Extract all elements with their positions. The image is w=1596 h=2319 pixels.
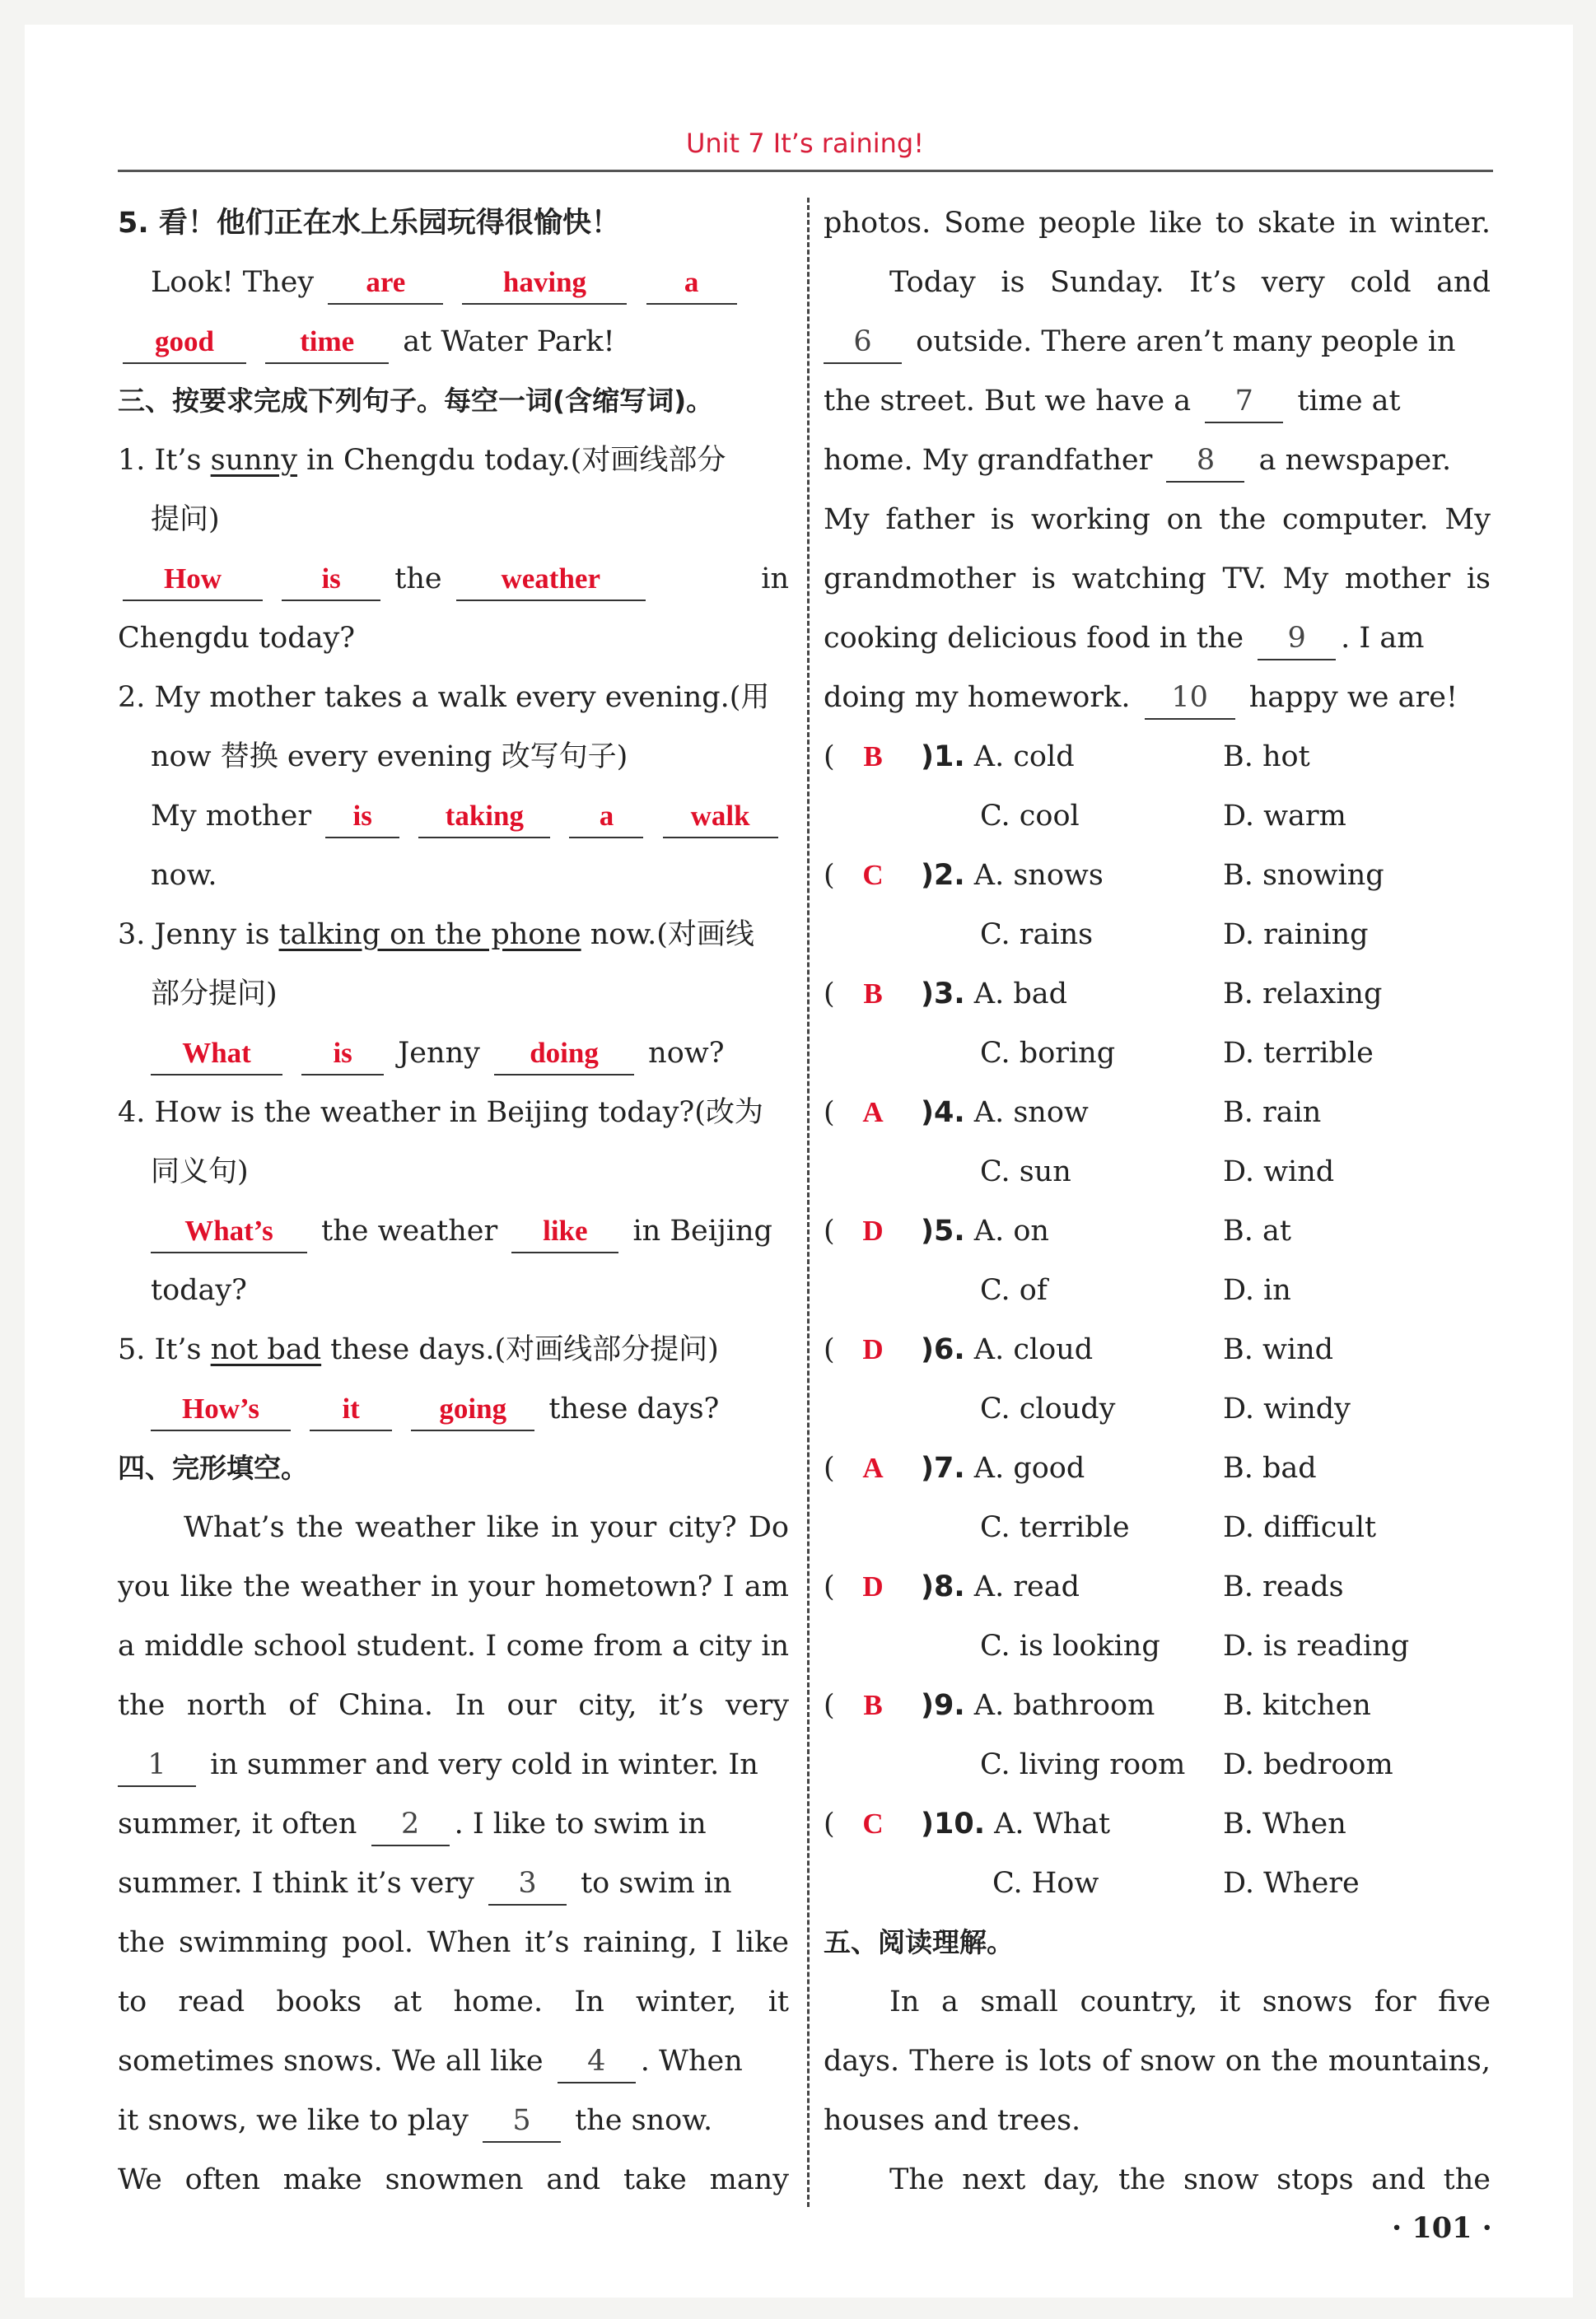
cloze-blank[interactable]: 6 xyxy=(824,321,902,364)
mc-question-row2 xyxy=(824,1617,1491,1676)
paren-open: ( xyxy=(824,1808,835,1841)
s3-q2-end: now. xyxy=(151,859,217,892)
option-d[interactable]: D. bedroom xyxy=(1223,1748,1393,1781)
answer-blank[interactable]: taking xyxy=(418,796,550,838)
answer-blank[interactable]: weather xyxy=(456,558,646,601)
paren-open: ( xyxy=(824,859,835,892)
option-d[interactable]: D. Where xyxy=(1223,1867,1360,1900)
option-b[interactable]: B. reads xyxy=(1223,1570,1344,1603)
answer-blank[interactable]: What’s xyxy=(151,1211,307,1253)
reading-line: In a small country, it snows for five xyxy=(889,1985,1491,2018)
s3-q4-answer: What’s the weather like in Beijing xyxy=(118,1201,789,1261)
option-c[interactable]: C. living room xyxy=(980,1748,1186,1781)
option-b[interactable]: B. bad xyxy=(1223,1452,1317,1485)
answer-letter[interactable]: D xyxy=(862,1215,884,1247)
s3-q3-cont: 部分提问) xyxy=(151,978,278,1010)
paren-open: ( xyxy=(824,1215,835,1248)
mc-question-row2 xyxy=(824,1261,1491,1320)
mc-question xyxy=(824,1557,1491,1617)
passage-line: What’s the weather like in your city? Do xyxy=(184,1511,789,1544)
cloze-blank[interactable]: 4 xyxy=(558,2041,636,2083)
passage-line: My father is working on the computer. My xyxy=(824,503,1491,536)
answer-letter[interactable]: B xyxy=(863,740,883,772)
answer-blank[interactable]: like xyxy=(511,1211,618,1253)
option-c[interactable]: C. How xyxy=(992,1867,1099,1900)
answer-letter[interactable]: A xyxy=(862,1452,884,1484)
q5-line2: good time at Water Park! xyxy=(118,312,789,371)
page-number: · 101 · xyxy=(1392,2211,1492,2245)
workbook-page xyxy=(25,25,1573,2298)
paren-open: ( xyxy=(824,978,835,1010)
mc-question-row2 xyxy=(824,786,1491,846)
mc-question xyxy=(824,1676,1491,1735)
s3-q3: 3. Jenny is talking on the phone now.(对画线 xyxy=(118,918,754,951)
option-c[interactable]: C. cloudy xyxy=(980,1393,1116,1425)
answer-letter[interactable]: D xyxy=(862,1570,884,1603)
mc-question xyxy=(824,1201,1491,1261)
mc-question xyxy=(824,964,1491,1024)
option-c[interactable]: C. sun xyxy=(980,1155,1071,1188)
option-b[interactable]: B. kitchen xyxy=(1223,1689,1371,1722)
option-c[interactable]: C. rains xyxy=(980,918,1094,951)
paren-open: ( xyxy=(824,740,835,773)
unit-header: Unit 7 It’s raining! xyxy=(685,128,925,159)
paren-open: ( xyxy=(824,1096,835,1129)
s3-q5-answer: How’s it going these days? xyxy=(118,1379,789,1439)
s3-q3-answer: What is Jenny doing now? xyxy=(118,1024,789,1083)
option-c[interactable]: C. is looking xyxy=(980,1630,1160,1663)
column-divider xyxy=(807,198,810,2207)
cloze-blank[interactable]: 3 xyxy=(488,1863,567,1906)
cloze-blank[interactable]: 1 xyxy=(118,1744,196,1787)
answer-blank[interactable]: What xyxy=(151,1033,282,1076)
answer-blank[interactable]: doing xyxy=(494,1033,634,1076)
answer-blank[interactable]: a xyxy=(646,262,737,305)
option-a[interactable]: )3. A. bad xyxy=(921,978,1067,1010)
option-c[interactable]: C. of xyxy=(980,1274,1048,1307)
option-b[interactable]: B. wind xyxy=(1223,1333,1334,1366)
mc-question-row2 xyxy=(824,1735,1491,1794)
option-b[interactable]: B. hot xyxy=(1223,740,1310,773)
option-d[interactable]: D. in xyxy=(1223,1274,1291,1307)
passage-line: cooking delicious food in the 9 . I am xyxy=(824,609,1491,668)
answer-blank[interactable]: is xyxy=(301,1033,384,1076)
answer-letter[interactable]: B xyxy=(863,1689,883,1721)
option-d[interactable]: D. raining xyxy=(1223,918,1369,951)
option-d[interactable]: D. is reading xyxy=(1223,1630,1410,1663)
option-d[interactable]: D. wind xyxy=(1223,1155,1335,1188)
option-d[interactable]: D. terrible xyxy=(1223,1037,1374,1070)
option-a[interactable]: )2. A. snows xyxy=(921,859,1104,892)
answer-blank[interactable]: good xyxy=(123,321,246,364)
cloze-blank[interactable]: 7 xyxy=(1205,380,1283,423)
passage-line: 6 outside. There aren’t many people in xyxy=(824,312,1491,371)
passage-line: to read books at home. In winter, it xyxy=(118,1985,789,2018)
section-4-title: 四、完形填空。 xyxy=(118,1452,308,1484)
paren-open: ( xyxy=(824,1570,835,1603)
s3-q1: 1. It’s sunny in Chengdu today.(对画线部分 xyxy=(118,444,726,477)
paren-open: ( xyxy=(824,1333,835,1366)
s3-q1-cont: 提问) xyxy=(151,503,220,536)
paren-open: ( xyxy=(824,1689,835,1722)
mc-question xyxy=(824,1320,1491,1379)
mc-question-row2 xyxy=(824,905,1491,964)
mc-question xyxy=(824,727,1491,786)
option-a[interactable]: )6. A. cloud xyxy=(921,1333,1094,1366)
option-d[interactable]: D. warm xyxy=(1223,800,1346,833)
mc-question-row2 xyxy=(824,1024,1491,1083)
option-a[interactable]: )9. A. bathroom xyxy=(921,1689,1155,1722)
s3-q1-end: Chengdu today? xyxy=(118,622,355,655)
passage-line: sometimes snows. We all like 4 . When xyxy=(118,2032,789,2091)
cloze-blank[interactable]: 2 xyxy=(371,1803,450,1846)
passage-line: We often make snowmen and take many xyxy=(118,2163,789,2196)
paren-open: ( xyxy=(824,1452,835,1485)
q5-line: Look! They are having a xyxy=(118,253,789,312)
answer-letter[interactable]: C xyxy=(862,859,884,891)
s3-q4-end: today? xyxy=(151,1274,247,1307)
reading-line: days. There is lots of snow on the mountains, xyxy=(824,2045,1491,2078)
mc-question xyxy=(824,1083,1491,1142)
s3-q2: 2. My mother takes a walk every evening.(用 xyxy=(118,681,770,714)
s3-q2-cont: now 替换 every evening 改写句子) xyxy=(151,740,628,773)
passage-line: photos. Some people like to skate in winter. xyxy=(824,207,1491,240)
answer-letter[interactable]: C xyxy=(862,1808,884,1840)
passage-line: the street. But we have a 7 time at xyxy=(824,371,1491,431)
answer-blank[interactable]: time xyxy=(265,321,389,364)
s3-q4-cont: 同义句) xyxy=(151,1155,249,1188)
answer-letter[interactable]: B xyxy=(863,978,883,1010)
mc-question xyxy=(824,1439,1491,1498)
passage-line: home. My grandfather 8 a newspaper. xyxy=(824,431,1491,490)
answer-blank[interactable]: How’s xyxy=(151,1388,291,1431)
answer-blank[interactable]: walk xyxy=(663,796,778,838)
cloze-blank[interactable]: 5 xyxy=(483,2100,561,2143)
mc-question-row2 xyxy=(824,1498,1491,1557)
answer-blank[interactable]: are xyxy=(328,262,443,305)
option-a[interactable]: )7. A. good xyxy=(921,1452,1085,1485)
option-b[interactable]: B. relaxing xyxy=(1223,978,1383,1010)
passage-line: summer. I think it’s very 3 to swim in xyxy=(118,1854,789,1913)
option-a[interactable]: )5. A. on xyxy=(921,1215,1049,1248)
answer-blank[interactable]: is xyxy=(282,558,380,601)
option-c[interactable]: C. boring xyxy=(980,1037,1116,1070)
s3-q1-answer: How is the weather in xyxy=(118,549,789,609)
option-b[interactable]: B. rain xyxy=(1223,1096,1322,1129)
reading-line: houses and trees. xyxy=(824,2104,1081,2137)
passage-line: 1 in summer and very cold in winter. In xyxy=(118,1735,789,1794)
section-5-title: 五、阅读理解。 xyxy=(824,1926,1014,1958)
answer-letter[interactable]: A xyxy=(862,1096,884,1128)
answer-letter[interactable]: D xyxy=(862,1333,884,1365)
s3-q5: 5. It’s not bad these days.(对画线部分提问) xyxy=(118,1333,719,1366)
s3-q2-answer: My mother is taking a walk xyxy=(118,786,789,846)
header-rule xyxy=(118,170,1493,172)
answer-blank[interactable]: is xyxy=(325,796,399,838)
option-a[interactable]: )8. A. read xyxy=(921,1570,1080,1603)
answer-blank[interactable]: having xyxy=(462,262,627,305)
option-c[interactable]: C. cool xyxy=(980,800,1080,833)
option-a[interactable]: )10. A. What xyxy=(921,1808,1111,1841)
cloze-blank[interactable]: 9 xyxy=(1258,618,1336,660)
reading-line: The next day, the snow stops and the xyxy=(889,2163,1491,2196)
answer-blank[interactable]: going xyxy=(411,1388,534,1431)
passage-line: grandmother is watching TV. My mother is xyxy=(824,562,1491,595)
mc-question-row2 xyxy=(824,1142,1491,1201)
passage-line: summer, it often 2 . I like to swim in xyxy=(118,1794,789,1854)
passage-line: a middle school student. I come from a city in xyxy=(118,1630,789,1663)
mc-question xyxy=(824,846,1491,905)
mc-question-row2 xyxy=(824,1854,1491,1913)
passage-line: it snows, we like to play 5 the snow. xyxy=(118,2091,789,2150)
option-a[interactable]: )4. A. snow xyxy=(921,1096,1089,1129)
cloze-blank[interactable]: 8 xyxy=(1166,440,1244,483)
passage-line: the north of China. In our city, it’s very xyxy=(118,1689,789,1722)
answer-blank[interactable]: How xyxy=(123,558,263,601)
mc-question-row2 xyxy=(824,1379,1491,1439)
answer-blank[interactable]: a xyxy=(569,796,643,838)
q5-chinese: 5. 看！他们正在水上乐园玩得很愉快！ xyxy=(118,207,620,240)
option-b[interactable]: B. snowing xyxy=(1223,859,1384,892)
passage-line: the swimming pool. When it’s raining, I like xyxy=(118,1926,789,1959)
answer-blank[interactable]: it xyxy=(310,1388,392,1431)
mc-question xyxy=(824,1794,1491,1854)
option-d[interactable]: D. difficult xyxy=(1223,1511,1377,1544)
s3-q4: 4. How is the weather in Beijing today?(改为 xyxy=(118,1096,763,1129)
option-b[interactable]: B. When xyxy=(1223,1808,1346,1841)
passage-line: Today is Sunday. It’s very cold and xyxy=(889,266,1491,299)
passage-line: you like the weather in your hometown? I am xyxy=(118,1570,789,1603)
passage-line: doing my homework. 10 happy we are! xyxy=(824,668,1491,727)
option-c[interactable]: C. terrible xyxy=(980,1511,1130,1544)
option-d[interactable]: D. windy xyxy=(1223,1393,1351,1425)
section-3-title: 三、按要求完成下列句子。每空一词(含缩写词)。 xyxy=(118,385,714,417)
option-a[interactable]: )1. A. cold xyxy=(921,740,1075,773)
option-b[interactable]: B. at xyxy=(1223,1215,1291,1248)
cloze-blank[interactable]: 10 xyxy=(1145,677,1235,720)
